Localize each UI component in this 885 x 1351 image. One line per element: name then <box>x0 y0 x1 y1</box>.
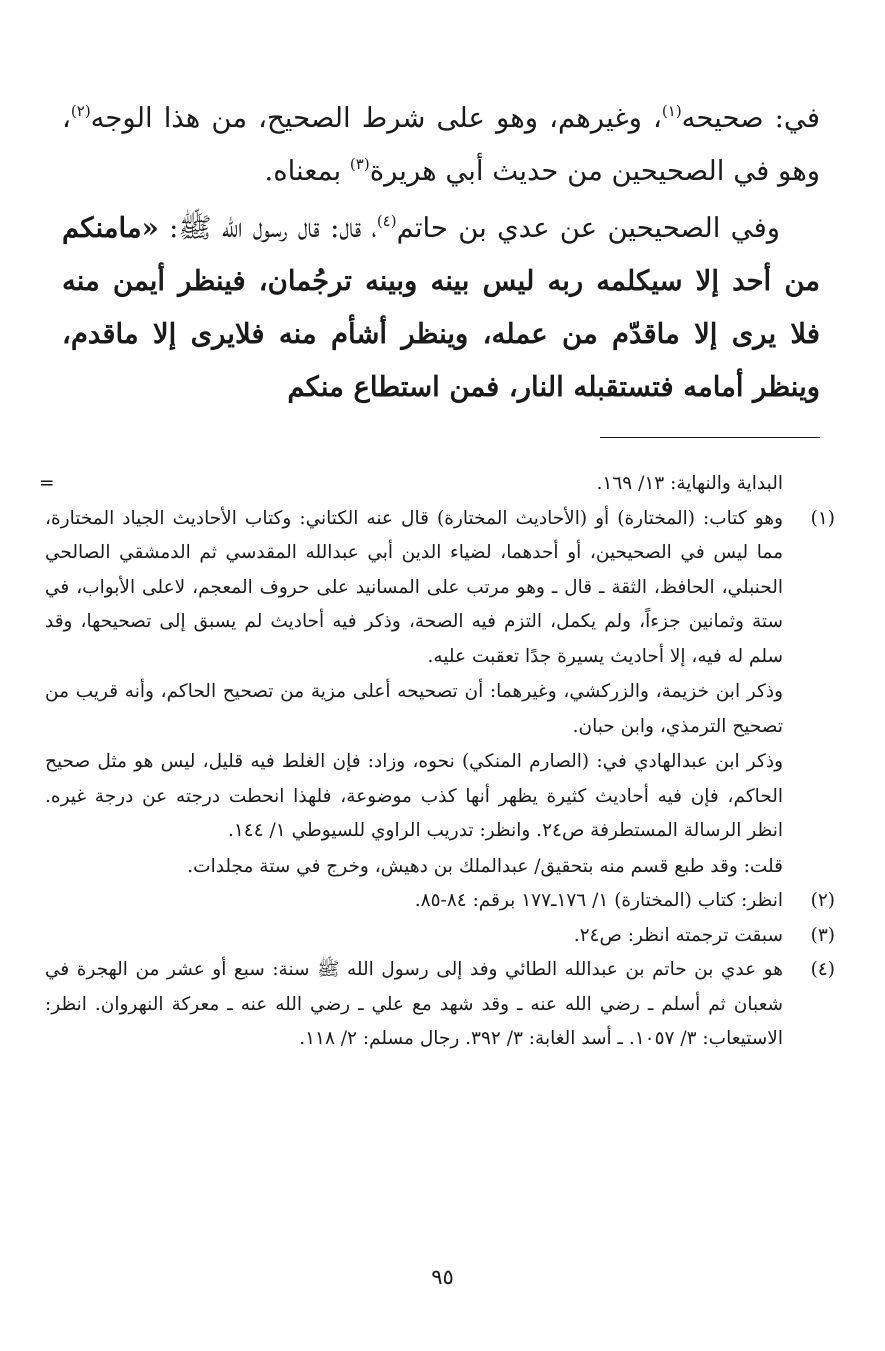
footnote-ref-1[interactable]: (١) <box>661 102 682 120</box>
footnote-continuation <box>39 467 835 502</box>
footnote-3 <box>45 919 835 954</box>
main-text-run: ، وهو في الصحيحين من حديث أبي هريرة <box>62 102 820 187</box>
footnote-1 <box>45 502 835 885</box>
main-paragraph-2 <box>62 202 820 414</box>
main-text-run: ، وغيرهم، وهو على شرط الصحيح، من هذا الوجه <box>90 102 662 134</box>
footnote-text: قلت: وقد طبع قسم منه بتحقيق/ عبدالملك بن دهيش، وخرج في ستة مجلدات. <box>187 855 783 877</box>
footnote-text: وهو كتاب: (المختارة) أو (الأحاديث المختارة) قال عنه الكتاني: وكتاب الأحاديث الجياد المختارة، مما ليس في الصحيحين، أو أحدهما، لضياء الدين أبي عبدالله المقدسي ثم الدمشقي الصالحي الحنبلي، الحافظ، الثقة ـ قال ـ وهو مرتب على المسانيد على حروف المعجم، لاعلى الأبواب، في ستة وثمانين جزءاً، ولم يكمل، التزم فيه الصحة، وذكر فيه أحاديث لم يسبق إلى تصحيحها، وقد سلم له فيه، إلا أحاديث يسيرة جدًا تعقبت عليه. <box>45 507 783 667</box>
footnote-separator <box>600 437 820 438</box>
footnote-text: انظر: كتاب (المختارة) ١/ ١٧٦ـ١٧٧ برقم: ٨٤-٨٥. <box>414 890 783 911</box>
hadith-quote: «مامنكم من أحد إلا سيكلمه ربه ليس بينه وبينه ترجُمان، فينظر أيمن منه فلا يرى إلا ماقدّم من عمله، وينظر أشأم منه فلايرى إلا ماقدم، وينظر أمامه فتستقبله النار، فمن استطاع منكم <box>62 212 820 403</box>
footnote-number: (١) <box>810 507 835 529</box>
footnote-ref-3[interactable]: (٣) <box>349 155 370 173</box>
footnote-text: هو عدي بن حاتم بن عبدالله الطائي وفد إلى رسول الله ﷺ سنة: سبع أو عشر من الهجرة في شعبان ثم أسلم ـ رضي الله عنه ـ وقد شهد مع علي ـ رضي الله عنه ـ معركة النهروان. انظر: الاستيعاب: ٣/ ١٠٥٧. ـ أسد الغابة: ٣/ ٣٩٢. رجال مسلم: ٢/ ١١٨. <box>45 959 783 1049</box>
main-text-run: وفي الصحيحين عن عدي بن حاتم <box>396 212 780 244</box>
footnotes-section <box>39 467 835 1057</box>
footnote-4 <box>45 953 835 1057</box>
footnote-text: البداية والنهاية: ١٣/ ١٦٩. <box>596 473 783 494</box>
footnote-ref-4[interactable]: (٤) <box>376 212 397 230</box>
main-text-run: ، قال: قال رسول الله ﷺ: <box>158 212 377 244</box>
main-paragraph-1 <box>62 92 820 198</box>
footnote-number: (٢) <box>810 890 835 911</box>
footnote-number: (٤) <box>810 959 835 980</box>
footnote-text: وذكر ابن عبدالهادي في: (الصارم المنكي) نحوه، وزاد: فإن الغلط فيه قليل، ليس هو مثل صحيح الحاكم، فإن فيه أحاديث كثيرة يظهر أنها كذب موضوعة، فلهذا انحطت درجته عن درجة غيره. انظر الرسالة المستطرفة ص٢٤. وانظر: تدريب الراوي للسيوطي ١/ ١٤٤. <box>45 751 783 841</box>
main-text <box>62 92 820 414</box>
footnote-text: وذكر ابن خزيمة، والزركشي، وغيرهما: أن تصحيحه أعلى مزية من تصحيح الحاكم، وأنه قريب من تصحيح الترمذي، وابن حبان. <box>45 681 783 737</box>
main-text-run: بمعناه. <box>264 155 350 187</box>
footnote-text: سبقت ترجمته انظر: ص٢٤. <box>573 924 783 946</box>
footnote-number: (٣) <box>810 924 835 946</box>
continuation-marker: = <box>39 473 55 494</box>
page-number: ٩٥ <box>431 1265 454 1289</box>
footnote-2 <box>45 884 835 919</box>
footnote-ref-2[interactable]: (٢) <box>70 102 91 120</box>
main-text-run: في: صحيحه <box>681 102 820 134</box>
